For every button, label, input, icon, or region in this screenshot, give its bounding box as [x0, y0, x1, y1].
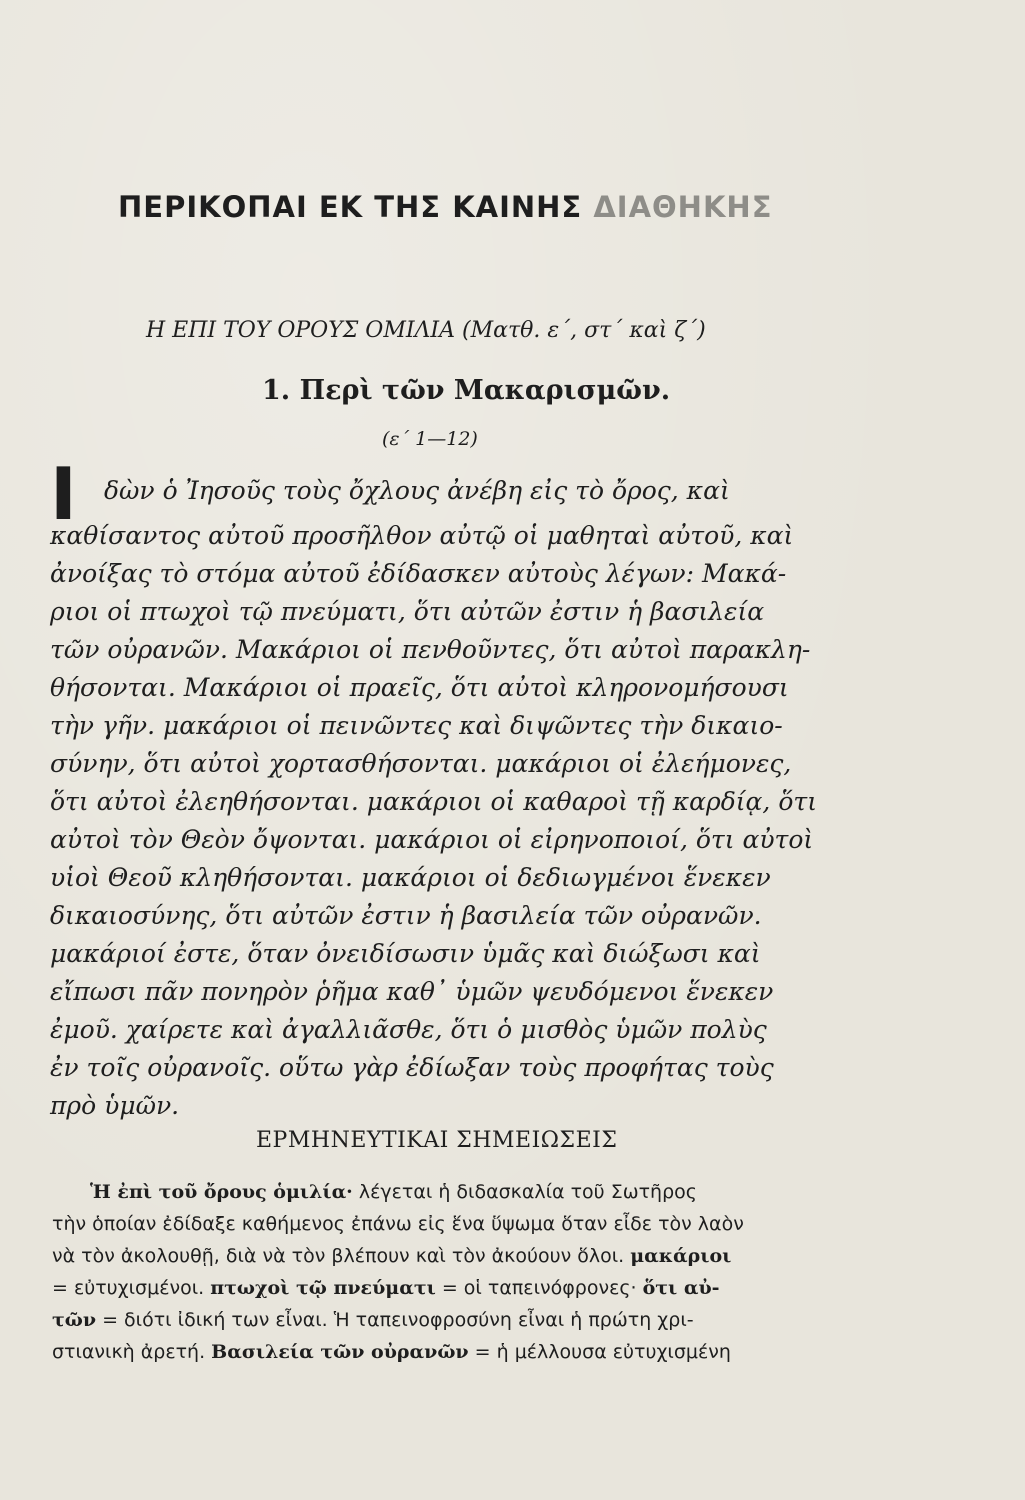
note-line: [52, 1340, 832, 1364]
note-text: νὰ τὸν ἀκολουθῇ, διὰ νὰ τὸν βλέπουν καὶ τὸν ἀκούουν ὅλοι.: [52, 1245, 631, 1267]
sermon-subtitle: Η ΕΠΙ ΤΟΥ ΟΡΟΥΣ ΟΜΙΛΙΑ (Ματθ. ε΄, στ΄ καὶ ζ΄): [146, 318, 706, 343]
note-line: [52, 1212, 832, 1236]
body-line: πρὸ ὑμῶν.: [50, 1091, 180, 1120]
note-text: = οἱ ταπεινόφρονες·: [435, 1277, 643, 1299]
body-line: δικαιοσύνης, ὅτι αὐτῶν ἐστιν ἡ βασιλεία τῶν οὐρανῶν.: [50, 901, 762, 930]
body-line: ἀνοίξας τὸ στόμα αὐτοῦ ἐδίδασκεν αὐτοὺς λέγων: Μακά-: [50, 559, 787, 588]
body-line: καθίσαντος αὐτοῦ προσῆλθον αὐτῷ οἱ μαθηταὶ αὐτοῦ, καὶ: [50, 521, 794, 550]
note-text: στιανικὴ ἀρετή.: [52, 1341, 212, 1363]
body-line: ριοι οἱ πτωχοὶ τῷ πνεύματι, ὅτι αὐτῶν ἐστιν ἡ βασιλεία: [50, 597, 765, 626]
note-term: μακάριοι: [630, 1245, 732, 1267]
body-line: ἐν τοῖς οὐρανοῖς. οὕτω γὰρ ἐδίωξαν τοὺς προφήτας τοὺς: [50, 1053, 774, 1082]
body-line: τῶν οὐρανῶν. Μακάριοι οἱ πενθοῦντες, ὅτι αὐτοὶ παρακλη-: [50, 635, 811, 664]
note-text: = εὐτυχισμένοι.: [52, 1277, 211, 1299]
body-line: υἱοὶ Θεοῦ κληθήσονται. μακάριοι οἱ δεδιωγμένοι ἕνεκεν: [50, 863, 771, 892]
note-term: ὅτι αὐ-: [642, 1277, 720, 1299]
body-line: τὴν γῆν. μακάριοι οἱ πεινῶντες καὶ διψῶντες τὴν δικαιο-: [50, 711, 783, 740]
note-term: Ἡ ἐπὶ τοῦ ὄρους ὁμιλία·: [90, 1181, 353, 1203]
body-line: θήσονται. Μακάριοι οἱ πραεῖς, ὅτι αὐτοὶ κληρονομήσουσι: [50, 673, 789, 702]
note-term: πτωχοὶ τῷ πνεύματι: [210, 1277, 436, 1299]
body-line: εἴπωσι πᾶν πονηρὸν ῥῆμα καθ᾽ ὑμῶν ψευδόμενοι ἕνεκεν: [50, 977, 774, 1006]
note-text: = ἡ μέλλουσα εὐτυχισμένη: [468, 1341, 731, 1363]
body-line: δὼν ὁ Ἰησοῦς τοὺς ὄχλους ἀνέβη εἰς τὸ ὄρος, καὶ: [104, 476, 730, 505]
section-heading: 1. Περὶ τῶν Μακαρισμῶν.: [262, 375, 671, 406]
note-line: [52, 1244, 832, 1268]
body-line: ὅτι αὐτοὶ ἐλεηθήσονται. μακάριοι οἱ καθαροὶ τῇ καρδίᾳ, ὅτι: [50, 787, 818, 816]
note-line: [90, 1180, 870, 1204]
body-line: ἐμοῦ. χαίρετε καὶ ἀγαλλιᾶσθε, ὅτι ὁ μισθὸς ὑμῶν πολὺς: [50, 1015, 767, 1044]
body-line: μακάριοί ἐστε, ὅταν ὀνειδίσωσιν ὑμᾶς καὶ διώξωσι καὶ: [50, 939, 761, 968]
page-title-faded: ΔΙΑΘΗΚΗΣ: [593, 190, 773, 224]
body-line: αὐτοὶ τὸν Θεὸν ὄψονται. μακάριοι οἱ εἰρηνοποιοί, ὅτι αὐτοὶ: [50, 825, 814, 854]
note-line: [52, 1276, 832, 1300]
note-text: λέγεται ἡ διδασκαλία τοῦ Σωτῆρος: [352, 1181, 697, 1203]
note-line: [52, 1308, 832, 1332]
page-title: [118, 190, 818, 224]
page-title-main: ΠΕΡΙΚΟΠΑΙ ΕΚ ΤΗΣ ΚΑΙΝΗΣ: [118, 190, 594, 224]
body-line: σύνην, ὅτι αὐτοὶ χορτασθήσονται. μακάριοι οἱ ἐλεήμονες,: [50, 749, 792, 778]
drop-cap: Ι: [50, 452, 77, 536]
note-term: Βασιλεία τῶν οὐρανῶν: [211, 1341, 469, 1363]
note-text: = διότι ἰδική των εἶναι. Ἡ ταπεινοφροσύνη εἶναι ἡ πρώτη χρι-: [96, 1309, 694, 1331]
verse-reference: (ε΄ 1—12): [382, 428, 478, 450]
notes-heading: ΕΡΜΗΝΕΥΤΙΚΑΙ ΣΗΜΕΙΩΣΕΙΣ: [256, 1128, 618, 1153]
note-term: τῶν: [52, 1309, 97, 1331]
note-text: τὴν ὁποίαν ἐδίδαξε καθήμενος ἐπάνω εἰς ἕνα ὕψωμα ὅταν εἶδε τὸν λαὸν: [52, 1213, 744, 1235]
